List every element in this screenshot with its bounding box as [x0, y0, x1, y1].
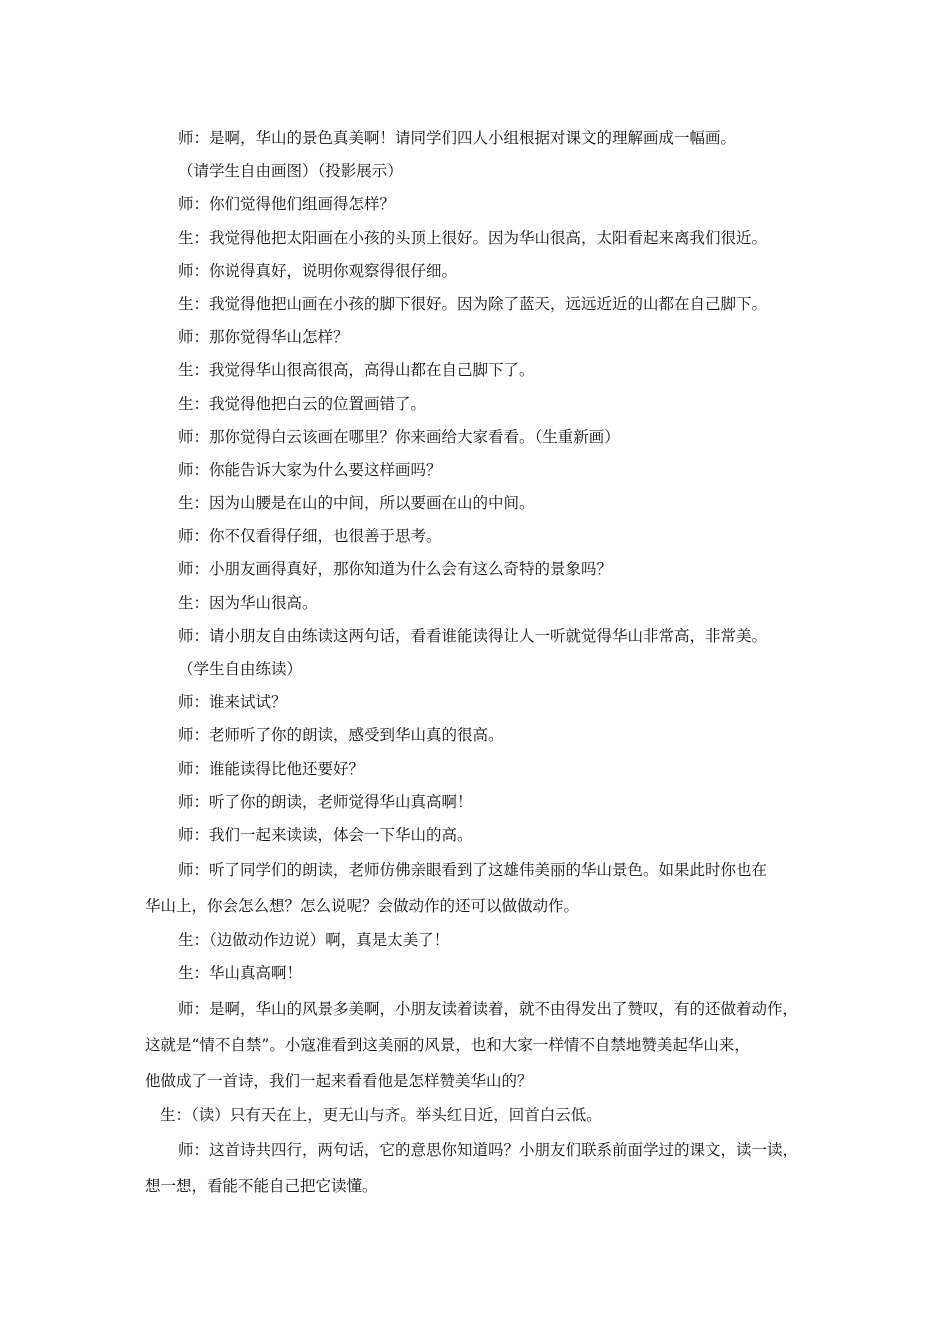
text-line: 他做成了一首诗，我们一起来看看他是怎样赞美华山的？ — [145, 1071, 533, 1090]
text-line: （学生自由练读） — [178, 660, 303, 678]
text-line: 生：我觉得他把山画在小孩的脚下很好。因为除了蓝天，远远近近的山都在自己脚下。 — [178, 294, 768, 313]
text-line: 师：听了你的朗读，老师觉得华山真高啊！ — [178, 792, 473, 811]
text-line: 生：我觉得华山很高很高，高得山都在自己脚下了。 — [178, 361, 535, 380]
text-line: 这就是“情不自禁”。小寇准看到这美丽的风景，也和大家一样情不自禁地赞美起华山来， — [145, 1035, 750, 1054]
text-line: 想一想，看能不能自己把它读懂。 — [145, 1176, 378, 1195]
text-line: 师：你说得真好，说明你观察得很仔细。 — [178, 261, 458, 280]
text-line: 生：因为山腰是在山的中间，所以要画在山的中间。 — [178, 494, 535, 513]
text-line: 师：你能告诉大家为什么要这样画吗？ — [178, 460, 442, 479]
text-line: 师：那你觉得白云该画在哪里？你来画给大家看看。（生重新画） — [178, 427, 620, 446]
text-line: 师：小朋友画得真好，那你知道为什么会有这么奇特的景象吗？ — [178, 560, 613, 579]
text-line: 师：老师听了你的朗读，感受到华山真的很高。 — [178, 726, 504, 745]
text-line: 生：我觉得他把太阳画在小孩的头顶上很好。因为华山很高，太阳看起来离我们很近。 — [178, 228, 768, 247]
text-line: （请学生自由画图）（投影展示） — [178, 162, 403, 181]
text-line: 师：你不仅看得仔细，也很善于思考。 — [178, 527, 442, 546]
text-line: 师：是啊，华山的风景多美啊，小朋友读着读着，就不由得发出了赞叹，有的还做着动作， — [178, 999, 799, 1018]
text-line: 师：请小朋友自由练读这两句话，看看谁能读得让人一听就觉得华山非常高，非常美。 — [178, 626, 768, 645]
poem-line: 生：（读）只有天在上，更无山与齐。举头红日近，回首白云低。 — [160, 1105, 602, 1124]
text-line: 生：（边做动作边说）啊，真是太美了！ — [178, 931, 450, 950]
text-line: 华山上，你会怎么想？怎么说呢？会做动作的还可以做做动作。 — [145, 897, 580, 916]
text-line: 师：这首诗共四行，两句话，它的意思你知道吗？小朋友们联系前面学过的课文，读一读， — [178, 1140, 799, 1159]
text-line: 师：是啊，华山的景色真美啊！请同学们四人小组根据对课文的理解画成一幅画。 — [178, 129, 737, 147]
text-line: 师：谁来试试？ — [178, 693, 287, 712]
paragraph — [145, 852, 810, 924]
paragraph — [145, 1132, 810, 1204]
text-line: 师：那你觉得华山怎样？ — [178, 328, 349, 347]
paragraph — [145, 991, 810, 1099]
text-line: 生：因为华山很高。 — [178, 593, 318, 612]
text-line: 生：华山真高啊！ — [178, 964, 303, 983]
text-line: 生：我觉得他把白云的位置画错了。 — [178, 394, 427, 413]
text-line: 师：你们觉得他们组画得怎样？ — [178, 195, 396, 214]
lesson-transcript — [145, 122, 810, 1204]
text-line: 师：我们一起来读读，体会一下华山的高。 — [178, 825, 473, 844]
text-line: 师：谁能读得比他还要好？ — [178, 759, 365, 778]
text-line: 师：听了同学们的朗读，老师仿佛亲眼看到了这雄伟美丽的华山景色。如果此时你也在 — [178, 861, 768, 880]
